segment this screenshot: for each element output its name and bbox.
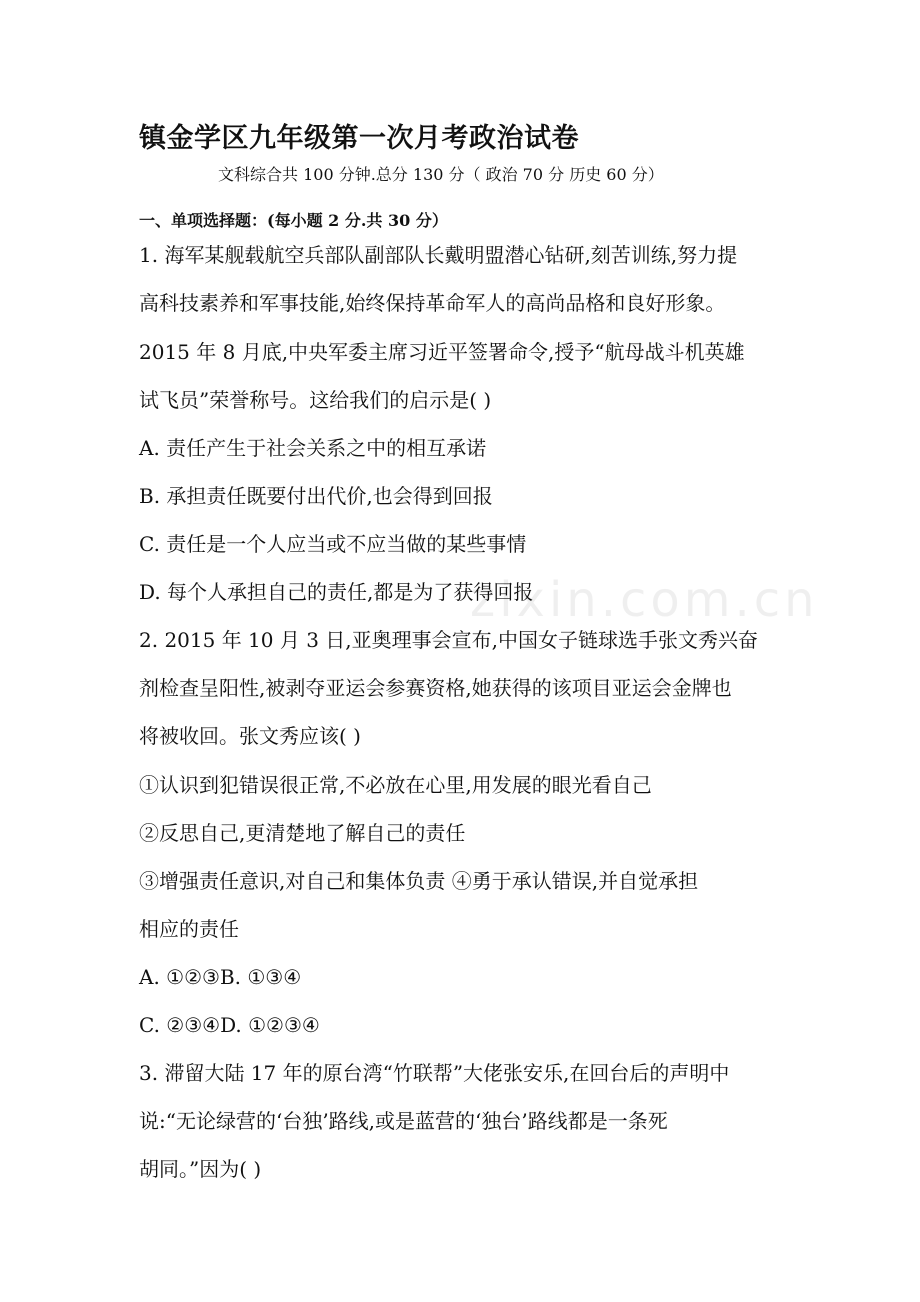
option-line: C. 责任是一个人应当或不应当做的某些事情	[139, 532, 527, 556]
text-line: 将被收回。张文秀应该( )	[139, 724, 361, 748]
text-line: 2015 年 8 月底,中央军委主席习近平签署命令,授予“航母战斗机英雄	[139, 340, 745, 364]
text-line: 1. 海军某舰载航空兵部队副部队长戴明盟潜心钻研,刻苦训练,努力提	[139, 243, 738, 267]
text-line: 胡同。”因为( )	[139, 1157, 262, 1181]
text-line: 3. 滞留大陆 17 年的原台湾“竹联帮”大佬张安乐,在回台后的声明中	[139, 1061, 730, 1085]
statement-line: 相应的责任	[139, 917, 239, 941]
option-line: C. ②③④D. ①②③④	[139, 1013, 320, 1037]
statement-line: ③增强责任意识,对自己和集体负责 ④勇于承认错误,并自觉承担	[139, 869, 699, 893]
text-line: 高科技素养和军事技能,始终保持革命军人的高尚品格和良好形象。	[139, 291, 726, 315]
text-line: 剂检查呈阳性,被剥夺亚运会参赛资格,她获得的该项目亚运会金牌也	[139, 676, 732, 700]
text-line: 试飞员”荣誉称号。这给我们的启示是( )	[139, 388, 492, 412]
option-line: D. 每个人承担自己的责任,都是为了获得回报	[139, 580, 534, 604]
exam-title: 镇金学区九年级第一次月考政治试卷	[139, 123, 579, 154]
text-line: 2. 2015 年 10 月 3 日,亚奥理事会宣布,中国女子链球选手张文秀兴奋	[139, 628, 759, 652]
option-line: B. 承担责任既要付出代价,也会得到回报	[139, 484, 493, 508]
statement-line: ②反思自己,更清楚地了解自己的责任	[139, 821, 466, 845]
option-line: A. 责任产生于社会关系之中的相互承诺	[139, 436, 487, 460]
exam-subtitle: 文科综合共 100 分钟.总分 130 分（ 政治 70 分 历史 60 分）	[218, 165, 664, 184]
option-line: A. ①②③B. ①③④	[139, 965, 302, 989]
section-heading: 一、单项选择题：(每小题 2 分.共 30 分）	[139, 211, 448, 230]
text-line: 说:“无论绿营的‘台独’路线,或是蓝营的‘独台’路线都是一条死	[139, 1109, 668, 1133]
statement-line: ①认识到犯错误很正常,不必放在心里,用发展的眼光看自己	[139, 773, 652, 797]
watermark: zixin.com.cn	[470, 572, 819, 628]
